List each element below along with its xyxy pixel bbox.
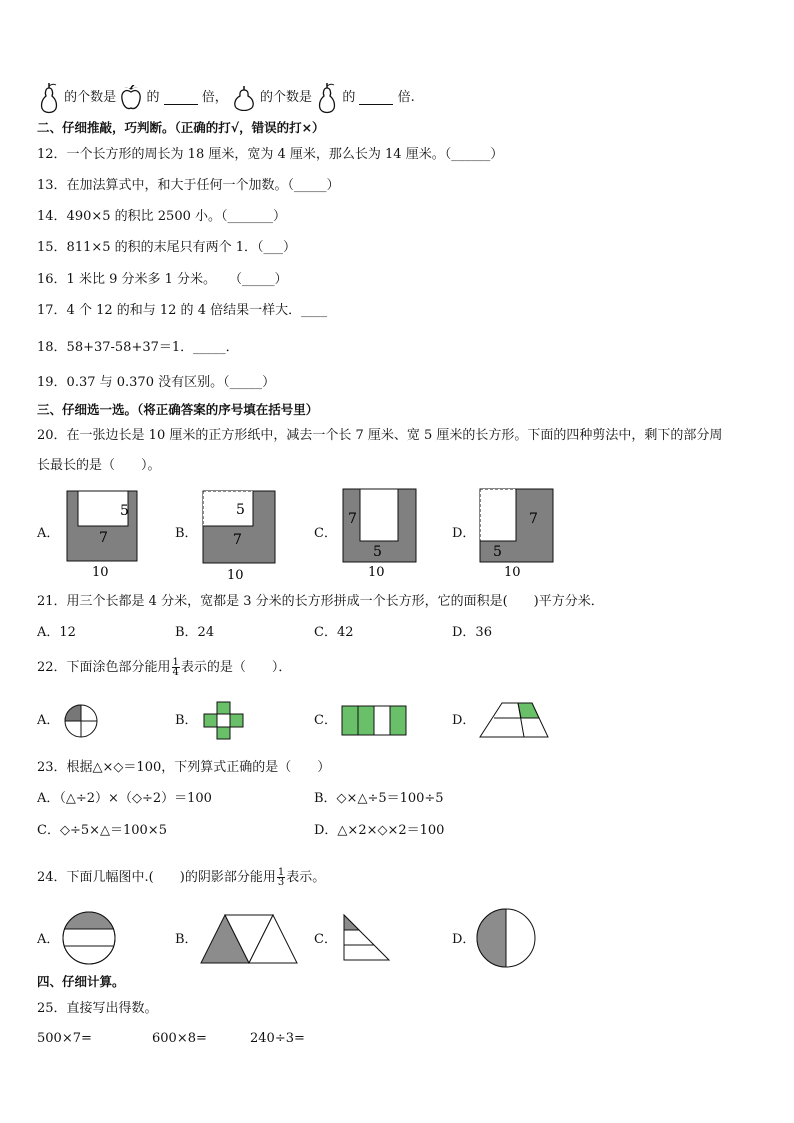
q24-figure-b-triangles	[199, 913, 299, 965]
q11-text-5: 的	[342, 90, 356, 105]
question-21: 21．用三个长都是 4 分米，宽都是 3 分米的长方形拼成一个长方形，它的面积是( )平方分米．	[37, 594, 604, 609]
q22-option-d-letter[interactable]: D．	[452, 713, 476, 728]
q11-text-2: 的	[146, 90, 160, 105]
q20-c-bottom-label: 5	[373, 544, 382, 560]
q20-b-width-label: 10	[227, 568, 244, 582]
question-25: 25．直接写出得数。	[37, 1001, 158, 1016]
q20-c-side-label: 7	[348, 511, 357, 527]
q11-blank-2[interactable]	[359, 92, 393, 105]
q22-figure-b-cross	[202, 701, 246, 741]
q24-figure-d-circle	[475, 907, 537, 969]
q20-figure-c	[342, 488, 418, 580]
question-15: 15．811×5 的积的末尾只有两个 1．（___）	[37, 240, 297, 255]
q24-option-b-letter[interactable]: B．	[175, 932, 198, 947]
question-13: 13．在加法算式中，和大于任何一个加数。（_____）	[37, 178, 340, 193]
q21-option-d[interactable]: D．36	[452, 625, 492, 640]
q20-figure-b	[202, 490, 282, 582]
question-19: 19．0.37 与 0.370 没有区别。（_____）	[37, 375, 276, 390]
q24-option-d-letter[interactable]: D．	[452, 932, 476, 947]
q21-option-a[interactable]: A．12	[37, 625, 76, 640]
question-24	[37, 864, 325, 892]
q24-option-a-letter[interactable]: A．	[37, 932, 60, 947]
question-17: 17．4 个 12 的和与 12 的 4 倍结果一样大．____	[37, 303, 328, 318]
q20-d-width-label: 10	[504, 565, 521, 580]
q20-option-d-letter[interactable]: D．	[452, 526, 476, 541]
q25-item-1: 500×7=	[37, 1031, 92, 1046]
q20-b-bottom-label: 7	[233, 532, 242, 548]
q24-text-before: 24．下面几幅图中.( )的阴影部分能用	[37, 870, 276, 885]
q20-c-width-label: 10	[368, 565, 385, 580]
q22-figure-d-trapezoid	[478, 702, 550, 740]
q11-text-6: 倍.	[397, 90, 415, 105]
q24-fraction-den: 3	[277, 877, 285, 888]
q20-option-c-letter[interactable]: C．	[314, 526, 337, 541]
question-22	[37, 654, 291, 682]
q11-line	[38, 82, 415, 114]
section4-title: 四、仔细计算。	[37, 974, 125, 989]
q25-item-3: 240÷3=	[250, 1031, 305, 1046]
q20-option-b-letter[interactable]: B．	[175, 526, 198, 541]
q23-option-b[interactable]: B．◇×△÷5＝100÷5	[314, 791, 444, 806]
q23-option-c[interactable]: C．◇÷5×△＝100×5	[37, 823, 167, 838]
q22-text-before: 22．下面涂色部分能用	[37, 660, 171, 675]
question-14: 14．490×5 的积比 2500 小。（_______）	[37, 209, 286, 224]
q22-option-a-letter[interactable]: A．	[37, 713, 60, 728]
section2-title: 二、仔细推敲，巧判断。（正确的打√，错误的打×）	[37, 120, 325, 135]
question-12: 12．一个长方形的周长为 18 厘米，宽为 4 厘米，那么长为 14 厘米。（______）	[37, 147, 504, 162]
q25-item-2: 600×8=	[152, 1031, 207, 1046]
q20-figure-d	[479, 488, 555, 580]
q22-fraction	[172, 658, 180, 677]
q20-d-bottom-label: 5	[493, 544, 502, 560]
q22-option-b-letter[interactable]: B．	[175, 713, 198, 728]
q22-text-after: 表示的是（ ）．	[180, 660, 292, 675]
q22-figure-a-circle	[63, 703, 99, 739]
q24-fraction-num: 1	[277, 867, 285, 878]
q11-blank-1[interactable]	[164, 92, 198, 105]
q22-fraction-num: 1	[172, 657, 179, 668]
q21-option-b[interactable]: B．24	[175, 625, 215, 640]
q24-figure-a-circle	[61, 910, 117, 966]
q20-figure-a	[66, 490, 140, 576]
q20-option-a-letter[interactable]: A．	[37, 526, 60, 541]
q20-a-top-label: 5	[120, 503, 129, 519]
pear-icon	[38, 82, 60, 114]
q23-option-a[interactable]: A．（△÷2）×（◇÷2）＝100	[37, 791, 212, 806]
apple-icon	[120, 85, 142, 111]
q20-b-top-label: 5	[236, 502, 245, 518]
q22-option-c-letter[interactable]: C．	[314, 713, 337, 728]
question-18: 18．58+37-58+37＝1．_____．	[37, 340, 239, 355]
q20-a-width-label: 10	[92, 565, 109, 576]
q22-figure-c-bars	[341, 705, 409, 737]
question-20-line2: 长最长的是（ ）。	[37, 458, 161, 473]
q24-figure-c-triangle	[342, 913, 392, 963]
q24-fraction	[277, 868, 285, 887]
section3-title: 三、仔细选一选。（将正确答案的序号填在括号里）	[37, 402, 319, 417]
question-16: 16．1 米比 9 分米多 1 分米。 （_____）	[37, 272, 288, 287]
q11-text-1: 的个数是	[64, 90, 117, 105]
pear-icon	[232, 85, 256, 111]
q24-text-after: 表示。	[286, 870, 326, 885]
q11-text-4: 的个数是	[260, 90, 313, 105]
question-23: 23．根据△×◇＝100，下列算式正确的是（ ）	[37, 760, 331, 775]
q23-option-d[interactable]: D．△×2×◇×2＝100	[314, 823, 445, 838]
q11-text-3: 倍，	[201, 90, 228, 105]
q20-d-side-label: 7	[529, 511, 538, 527]
q21-option-c[interactable]: C．42	[314, 625, 354, 640]
question-20-line1: 20．在一张边长是 10 厘米的正方形纸中，减去一个长 7 厘米、宽 5 厘米的长方形。下面的四种剪法中，剩下的部分周	[37, 428, 723, 443]
pear-icon	[316, 82, 338, 114]
q24-option-c-letter[interactable]: C．	[314, 932, 337, 947]
q22-fraction-den: 4	[172, 667, 179, 678]
q20-a-bottom-label: 7	[99, 530, 108, 546]
